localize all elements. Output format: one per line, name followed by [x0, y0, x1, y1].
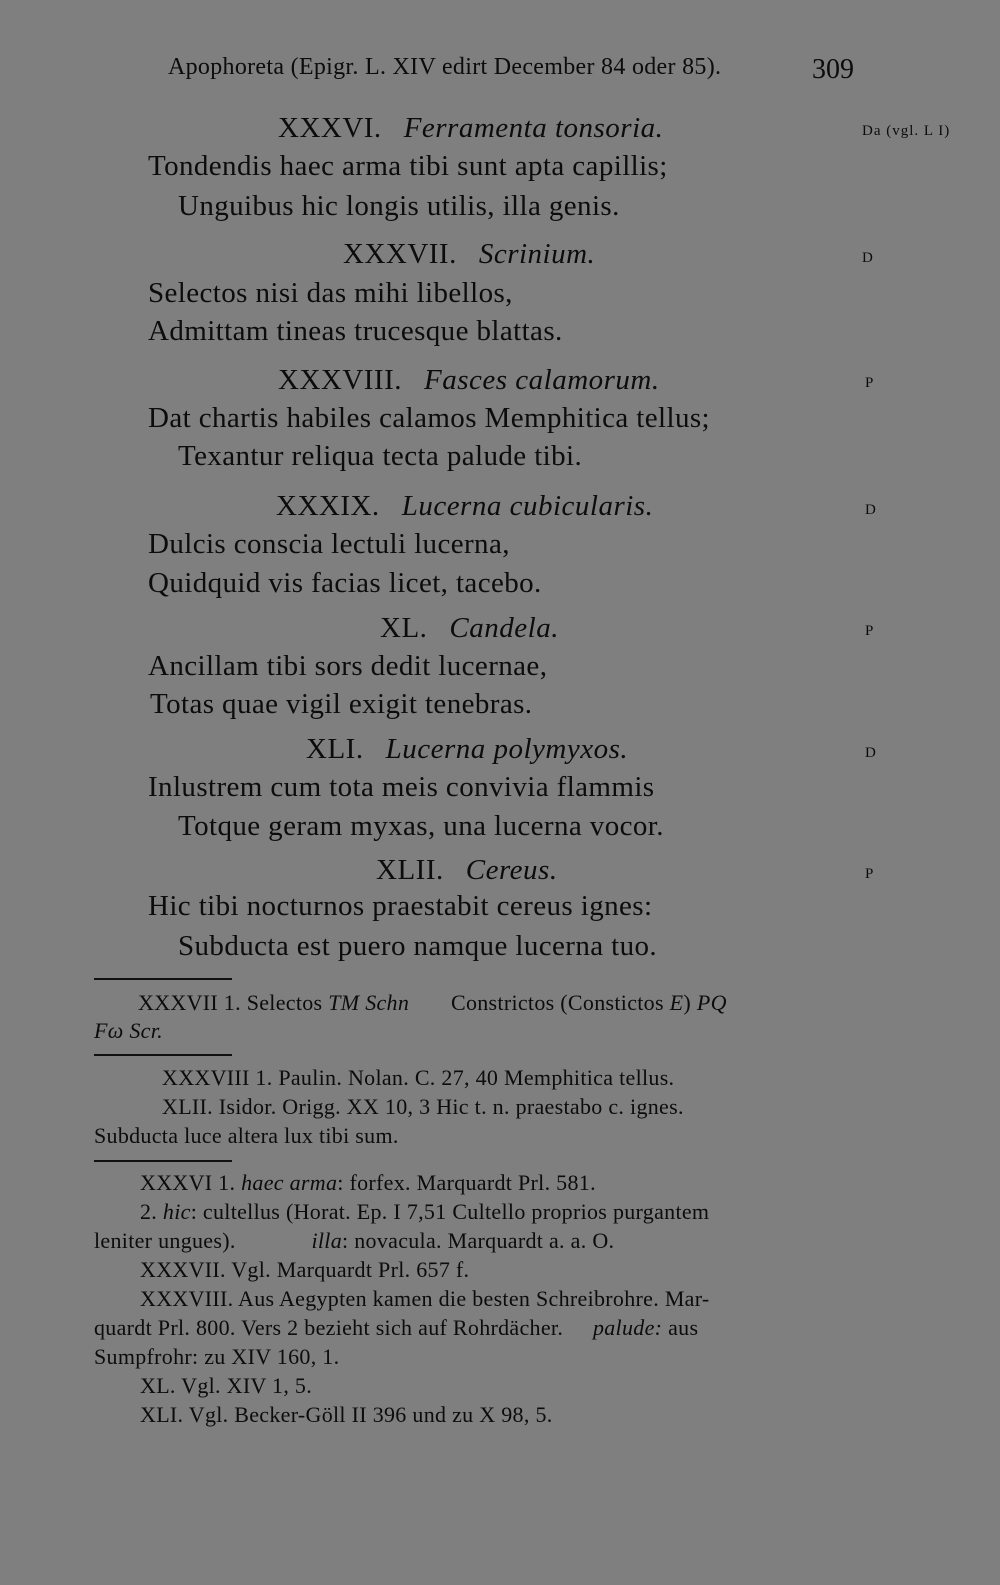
- note-siglum: Fω Scr.: [94, 1018, 163, 1043]
- poem-title: Lucerna cubicularis.: [401, 490, 654, 522]
- note-text: : cultellus (Horat. Ep. I 7,51 Cultello proprios purgantem: [190, 1199, 710, 1224]
- manuscript-siglum: Da (vgl. L I): [862, 123, 951, 139]
- poem-number: XXXVII.: [343, 238, 457, 270]
- poem-heading: [376, 854, 558, 887]
- poem-title: Fasces calamorum.: [424, 364, 660, 396]
- commentary-line: XL. Vgl. XIV 1, 5.: [140, 1373, 313, 1398]
- verse-line: Dat chartis habiles calamos Memphitica tellus;: [148, 402, 710, 434]
- verse-line: Selectos nisi das mihi libellos,: [148, 277, 513, 309]
- note-text: 2.: [140, 1199, 158, 1224]
- manuscript-siglum: D: [865, 502, 877, 518]
- poem-heading: [278, 112, 663, 145]
- poem-title: Scrinium.: [478, 238, 596, 270]
- footnote-rule: [94, 978, 232, 980]
- note-text: Constrictos (Constictos: [450, 990, 664, 1015]
- poem-number: XXXVI.: [278, 112, 382, 144]
- commentary-line: [140, 1170, 596, 1196]
- note-text: quardt Prl. 800. Vers 2 bezieht sich auf Rohrdächer.: [94, 1315, 564, 1340]
- verse-line: Totas quae vigil exigit tenebras.: [150, 688, 533, 720]
- poem-title: Lucerna polymyxos.: [385, 733, 629, 765]
- footnote-rule: [94, 1054, 232, 1056]
- note-siglum: TM Schn: [328, 990, 410, 1015]
- verse-line: Subducta est puero namque lucerna tuo.: [178, 930, 658, 962]
- commentary-line: [140, 1199, 709, 1225]
- note-lemma: illa: [311, 1228, 343, 1253]
- verse-line: Dulcis conscia lectuli lucerna,: [148, 528, 510, 560]
- commentary-line: Sumpfrohr: zu XIV 160, 1.: [94, 1344, 340, 1369]
- running-header: Apophoreta (Epigr. L. XIV edirt December 84 oder 85).: [168, 54, 722, 80]
- note-text: : novacula. Marquardt a. a. O.: [342, 1228, 615, 1253]
- note-text: XXXVII 1. Selectos: [138, 990, 323, 1015]
- note-siglum: E: [669, 990, 684, 1015]
- commentary-line: XXXVII. Vgl. Marquardt Prl. 657 f.: [140, 1257, 470, 1282]
- verse-line: Texantur reliqua tecta palude tibi.: [178, 440, 583, 472]
- source-note: XXXVIII 1. Paulin. Nolan. C. 27, 40 Memphitica tellus.: [162, 1065, 675, 1090]
- manuscript-siglum: D: [862, 250, 874, 266]
- verse-line: Admittam tineas trucesque blattas.: [148, 315, 563, 347]
- poem-number: XXXIX.: [276, 490, 380, 522]
- footnote-rule: [94, 1160, 232, 1162]
- manuscript-siglum: P: [865, 623, 875, 639]
- verse-line: Ancillam tibi sors dedit lucernae,: [148, 650, 548, 682]
- source-note: Subducta luce altera lux tibi sum.: [94, 1123, 399, 1148]
- note-text: aus: [668, 1315, 699, 1340]
- commentary-line: [94, 1315, 698, 1341]
- commentary-line: XLI. Vgl. Becker-Göll II 396 und zu X 98, 5.: [140, 1402, 553, 1427]
- note-text: leniter ungues).: [94, 1228, 236, 1253]
- poem-title: Cereus.: [465, 854, 558, 886]
- apparatus-critical-note-cont: [94, 1018, 163, 1044]
- poem-heading: [276, 490, 653, 523]
- note-lemma: haec arma: [241, 1170, 338, 1195]
- verse-line: Inlustrem cum tota meis convivia flammis: [148, 771, 655, 803]
- manuscript-siglum: P: [865, 375, 875, 391]
- note-text: ): [683, 990, 692, 1015]
- source-note: XLII. Isidor. Origg. XX 10, 3 Hic t. n. praestabo c. ignes.: [162, 1094, 684, 1119]
- verse-line: Hic tibi nocturnos praestabit cereus ignes:: [148, 890, 653, 922]
- poem-title: Ferramenta tonsoria.: [403, 112, 664, 144]
- note-text: XXXVI 1.: [140, 1170, 236, 1195]
- note-lemma: palude:: [592, 1315, 663, 1340]
- apparatus-critical-note: [138, 990, 727, 1016]
- verse-line: Totque geram myxas, una lucerna vocor.: [178, 810, 664, 842]
- poem-number: XLII.: [376, 854, 444, 886]
- poem-heading: [380, 612, 559, 645]
- manuscript-siglum: P: [865, 866, 875, 882]
- poem-heading: [343, 238, 595, 271]
- verse-line: Tondendis haec arma tibi sunt apta capillis;: [148, 150, 668, 182]
- poem-heading: [278, 364, 660, 397]
- poem-title: Candela.: [449, 612, 559, 644]
- verse-line: Unguibus hic longis utilis, illa genis.: [178, 190, 620, 222]
- note-lemma: hic: [162, 1199, 191, 1224]
- commentary-line: XXXVIII. Aus Aegypten kamen die besten Schreibrohre. Mar-: [140, 1286, 710, 1311]
- poem-heading: [306, 733, 628, 766]
- poem-number: XLI.: [306, 733, 364, 765]
- commentary-line: [94, 1228, 614, 1254]
- note-siglum: PQ: [696, 990, 727, 1015]
- page-number: 309: [812, 54, 854, 85]
- poem-number: XL.: [380, 612, 428, 644]
- poem-number: XXXVIII.: [278, 364, 402, 396]
- manuscript-siglum: D: [865, 745, 877, 761]
- note-text: : forfex. Marquardt Prl. 581.: [337, 1170, 596, 1195]
- verse-line: Quidquid vis facias licet, tacebo.: [148, 567, 542, 599]
